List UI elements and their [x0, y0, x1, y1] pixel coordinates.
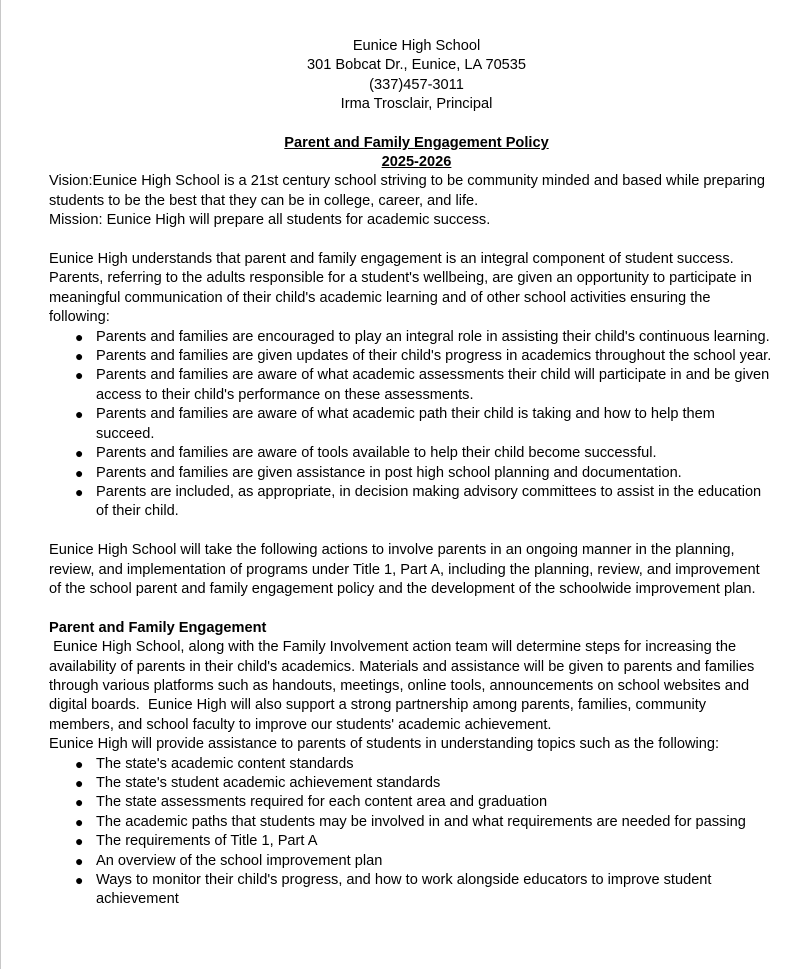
topics-bullet-list: [49, 755, 774, 910]
list-item: ● The requirements of Title 1, Part A: [49, 832, 774, 851]
intro-paragraph: Eunice High understands that parent and family engagement is an integral component of student success. Parents, referring to the adults responsible for a student's wellbeing, are given an opportunity to participate in meaningful communication of their child's academic learning and of other school activities ensuring the following:: [49, 251, 752, 326]
bullet-icon: ●: [75, 852, 84, 869]
page-edge: [0, 0, 1, 969]
list-item: ● An overview of the school improvement plan: [49, 852, 774, 871]
bullet-icon: ●: [75, 445, 84, 462]
assistance-intro: Eunice High will provide assistance to parents of students in understanding topics such as the following:: [49, 736, 720, 753]
list-item: ● The state's academic content standards: [49, 755, 774, 774]
list-item: ● Parents are included, as appropriate, in decision making advisory committees to assist in the education of their child.: [75, 483, 762, 520]
bullet-icon: ●: [75, 794, 84, 811]
school-name: Eunice High School: [352, 38, 481, 54]
bullet-icon: ●: [75, 813, 84, 830]
bullet-icon: ●: [75, 367, 84, 384]
actions-paragraph: Eunice High School will take the following actions to involve parents in an ongoing manner in the planning, review, and implementation of programs under Title 1, Part A, including the planning, review, and improvement of the school parent and family engagement policy and the development of the schoolwide improvement plan.: [49, 542, 760, 597]
bullet-icon: ●: [75, 483, 84, 500]
list-item: ● Parents and families are aware of what academic path their child is taking and how to help them succeed.: [75, 406, 715, 442]
bullet-icon: ●: [75, 833, 84, 850]
list-item: ● Parents and families are encouraged to play an integral role in assisting their child's continuous learning.: [49, 328, 774, 347]
school-address: 301 Bobcat Dr., Eunice, LA 70535: [306, 57, 527, 74]
list-item: ● Ways to monitor their child's progress, and how to work alongside educators to improve student achievement: [75, 872, 712, 908]
list-item: ● The state assessments required for each content area and graduation: [49, 793, 774, 812]
school-principal: Irma Trosclair, Principal: [340, 96, 493, 113]
list-item: ● Parents and families are given assistance in post high school planning and documentation.: [49, 464, 774, 483]
list-item: ● Parents and families are aware of what academic assessments their child will participate in and be given access to their child's performance on these assessments.: [75, 367, 770, 403]
school-phone: (337)457-3011: [369, 76, 464, 93]
mission-statement: Mission: Eunice High will prepare all students for academic success.: [49, 212, 491, 229]
intro-bullet-list: [49, 328, 774, 522]
bullet-icon: ●: [75, 464, 84, 481]
list-item: ● Parents and families are given updates of their child's progress in academics throughout the school year.: [49, 347, 774, 366]
bullet-icon: ●: [75, 872, 84, 889]
bullet-icon: ●: [75, 774, 84, 791]
list-item: ● The academic paths that students may be involved in and what requirements are needed for passing: [49, 813, 774, 832]
policy-year: 2025-2026: [381, 154, 452, 171]
engagement-paragraph: Eunice High School, along with the Family Involvement action team will determine steps for increasing the availability of parents in their child's academics. Materials and assistance will be given to parents and families through various platforms such as handouts, meetings, online tools, announcements on school websites and digital boards. Eunice High will also support a strong partnership among parents, families, community members, and school faculty to improve our students' academic achievement.: [49, 639, 759, 733]
bullet-icon: ●: [75, 755, 84, 772]
engagement-heading: Parent and Family Engagement: [49, 619, 267, 636]
list-item: ● The state's student academic achievement standards: [49, 774, 774, 793]
policy-title: Parent and Family Engagement Policy: [284, 134, 549, 151]
bullet-icon: ●: [75, 328, 84, 345]
bullet-icon: ●: [75, 406, 84, 423]
vision-statement: Vision:Eunice High School is a 21st century school striving to be community minded and based while preparing students to be the best that they can be in college, career, and life.: [49, 173, 766, 209]
policy-document: [49, 37, 774, 910]
list-item: ● Parents and families are aware of tools available to help their child become successful.: [49, 444, 774, 463]
bullet-icon: ●: [75, 348, 84, 365]
